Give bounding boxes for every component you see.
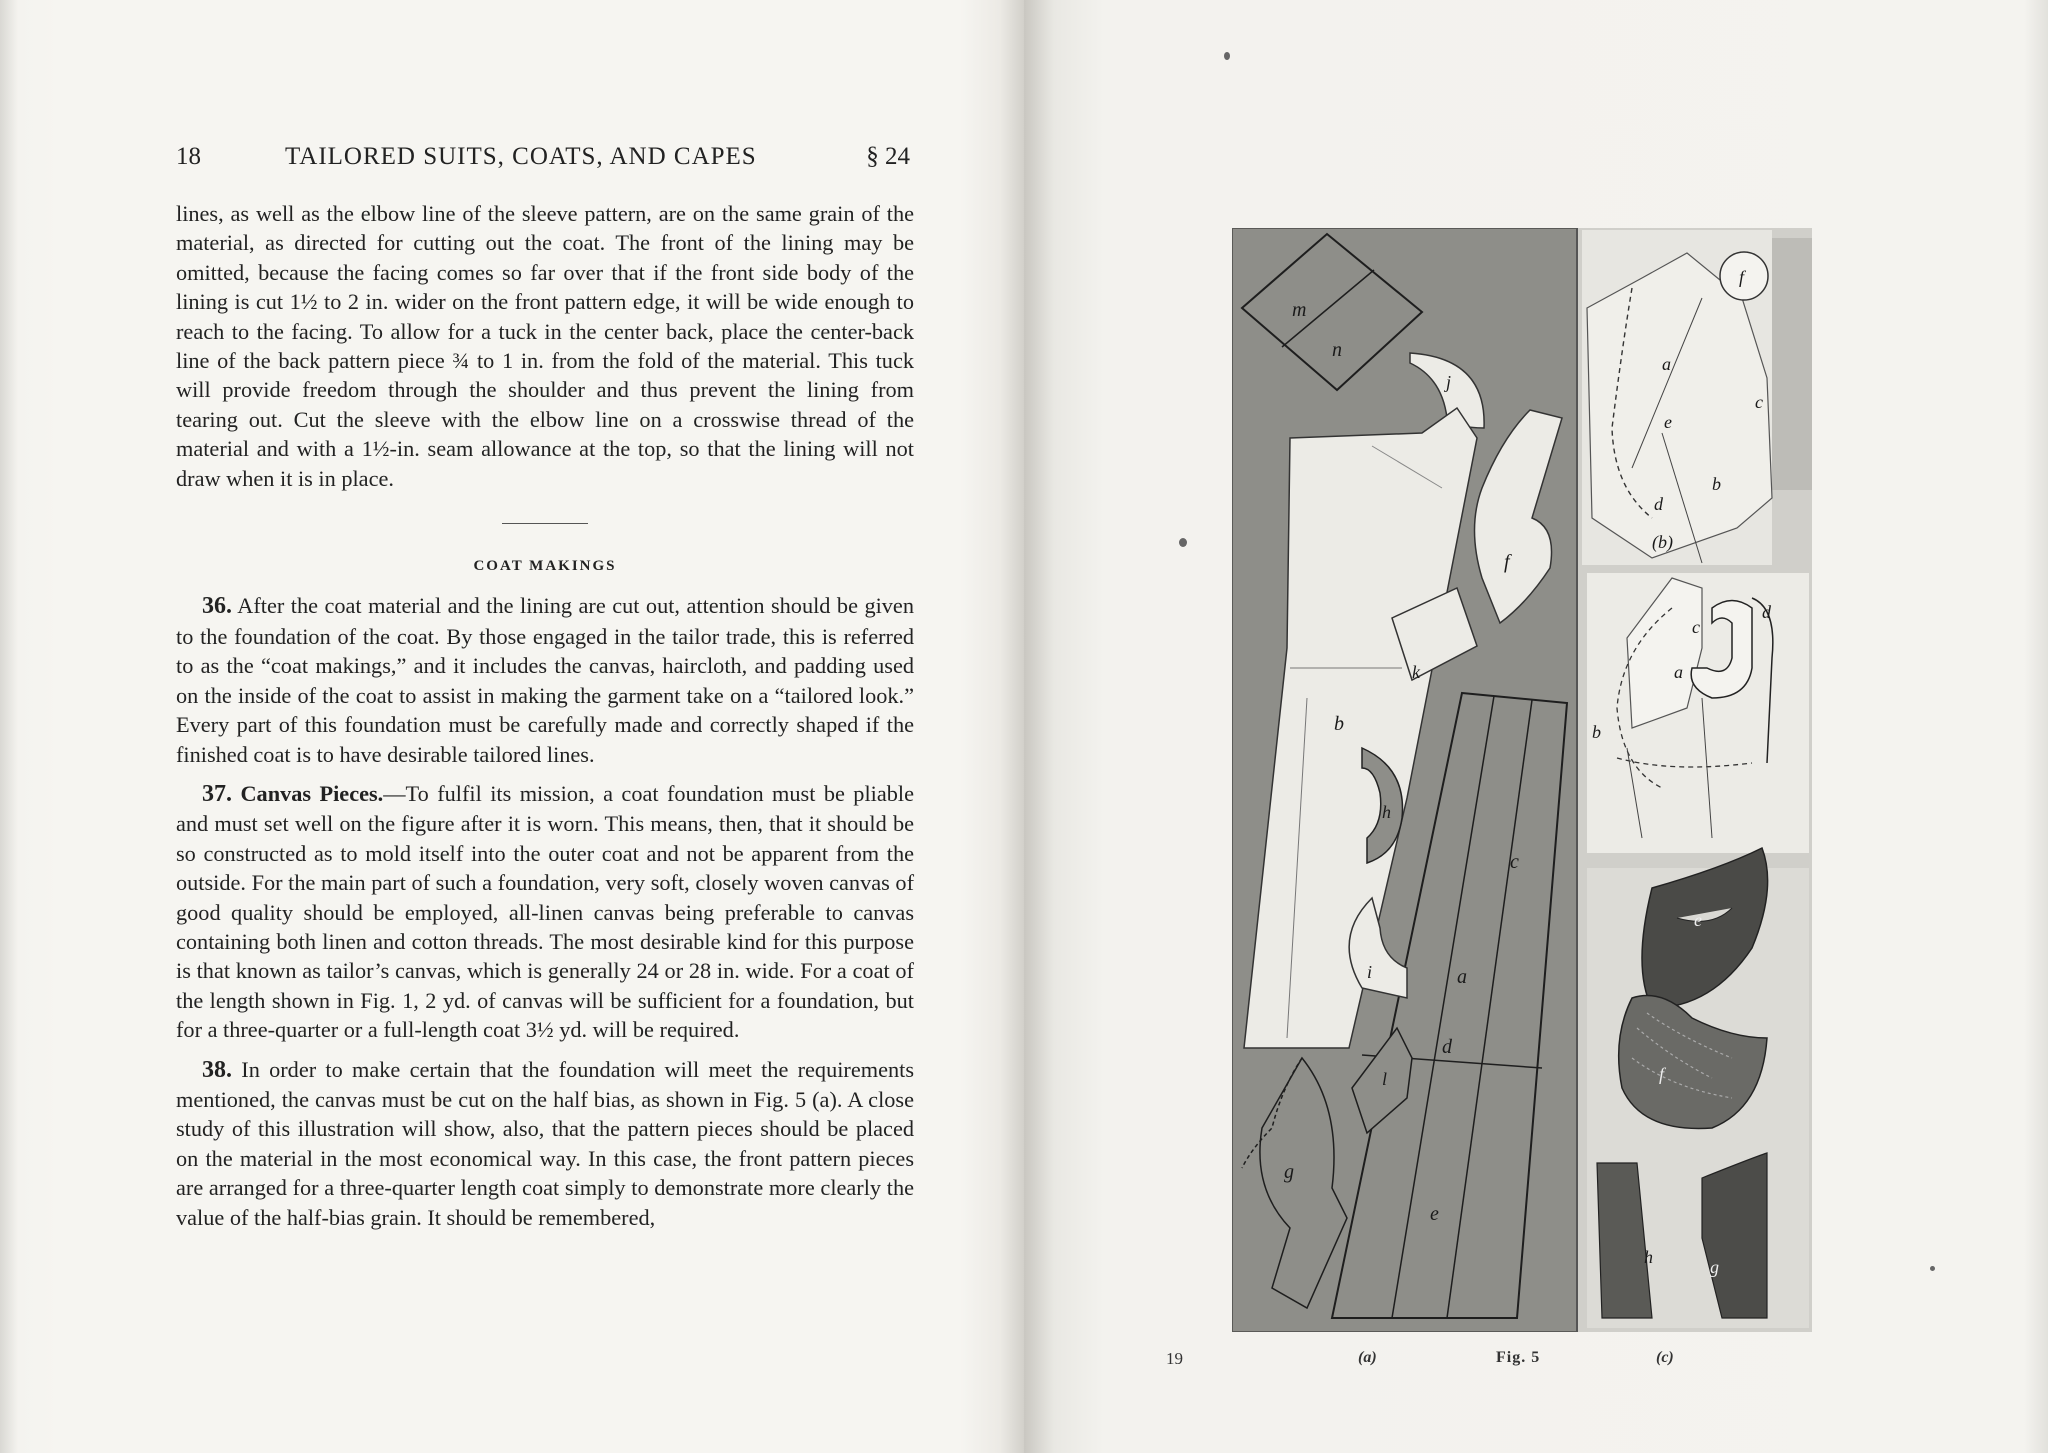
label-mid-c: c (1692, 617, 1700, 637)
panel-c (1587, 848, 1809, 1328)
label-d: d (1442, 1036, 1452, 1058)
running-header (176, 143, 910, 175)
label-b-f: f (1739, 267, 1745, 287)
paragraph-text: After the coat material and the lining are cut out, attention should be given to the foundation of the coat. By those engaged in the tailor trade, this is referred to as the “coat makings,” and it includes the canvas, haircloth, and padding used on the inside of the coat to assist in making the garment take on a “tailored look.” Every part of this foundation must be carefully made and correctly shaped if the finished coat is to have desirable tailored lines. (176, 593, 914, 767)
label-c: c (1510, 851, 1519, 873)
section-number: § 24 (866, 143, 910, 170)
section-divider (502, 523, 588, 524)
label-b-c: c (1755, 392, 1763, 412)
body-text (176, 199, 914, 1232)
page-number-19: 19 (1166, 1349, 1183, 1368)
section-heading: COAT MAKINGS (473, 558, 617, 575)
paragraph-number: 37. (202, 780, 232, 807)
label-f: f (1504, 551, 1510, 573)
caption-c: (c) (1656, 1349, 1674, 1366)
label-mid-b: b (1592, 722, 1601, 742)
label-l: l (1382, 1069, 1388, 1089)
running-head-title: TAILORED SUITS, COATS, AND CAPES (285, 143, 757, 170)
label-mid-a: a (1674, 662, 1683, 682)
caption-a: (a) (1358, 1349, 1377, 1366)
paragraph-37 (176, 779, 914, 1045)
paragraph-38 (176, 1055, 914, 1232)
panel-sleeve (1587, 573, 1809, 853)
figure-label: Fig. 5 (1496, 1349, 1541, 1366)
runin-heading: Canvas Pieces. (240, 780, 384, 806)
figure-5-plate (1232, 228, 1812, 1332)
label-k: k (1412, 662, 1420, 682)
label-b: b (1334, 713, 1344, 735)
paragraph-36 (176, 591, 914, 768)
paragraph-text: In order to make certain that the foundation will meet the requirements mentioned, the canvas must be cut on the half bias, as shown in Fig. 5 (a). A close study of this illustration will show, also, that the pattern pieces should be placed on the material in the most economical way. In this case, the front pattern pieces are arranged for a three-quarter length coat simply to demonstrate more clearly the value of the half-bias grain. It should be remembered, (176, 1056, 914, 1230)
paper-speck (1930, 1266, 1935, 1271)
label-b-d: d (1654, 494, 1663, 514)
label-b-a: a (1662, 354, 1671, 374)
paper-speck (1224, 52, 1230, 60)
paragraph-number: 36. (202, 593, 232, 620)
label-c-g: g (1710, 1257, 1719, 1277)
page-number: 18 (176, 143, 201, 170)
label-b-e: e (1664, 412, 1672, 432)
label-c-f: f (1659, 1064, 1665, 1084)
label-g: g (1284, 1161, 1294, 1183)
intro-paragraph: lines, as well as the elbow line of the sleeve pattern, are on the same grain of the material, as directed for cutting out the coat. The front of the lining may be omitted, because the facing comes so far over that if the front side body of the lining is cut 1½ to 2 in. wider on the front pattern edge, it will be wide enough to reach to the facing. To allow for a tuck in the center back, place the center-back line of the back pattern piece ¾ to 1 in. from the fold of the material. This tuck will provide freedom through the shoulder and thus prevent the lining from tearing out. Cut the sleeve with the elbow line on a crosswise thread of the material and with a 1½-in. seam allowance at the top, so that the lining will not draw when it is in place. (176, 201, 914, 491)
label-c-e: e (1694, 910, 1702, 930)
label-j: j (1446, 372, 1452, 392)
label-c-h: h (1644, 1247, 1653, 1267)
paragraph-number: 38. (202, 1056, 232, 1083)
paragraph-text: —To fulfil its mission, a coat foundation must be pliable and must set well on the figure after it is worn. This means, then, that it should be so constructed as to mold itself into the outer coat and not be apparent from the outside. For the main part of such a foundation, very soft, closely woven canvas of good quality should be employed, all-linen canvas being preferable to canvas containing both linen and cotton threads. The most desirable kind for this purpose is that known as tailor’s canvas, which is generally 24 or 28 in. wide. For a coat of the length shown in Fig. 1, 2 yd. of canvas will be sufficient for a foundation, but for a three-quarter or a full-length coat 3½ yd. will be required. (176, 780, 914, 1043)
label-e: e (1430, 1203, 1439, 1225)
label-h: h (1382, 802, 1391, 822)
paper-speck (1179, 538, 1187, 547)
label-mid-d: d (1762, 602, 1771, 622)
panel-b-caption: (b) (1652, 532, 1673, 552)
label-n: n (1332, 339, 1342, 361)
label-m: m (1292, 299, 1307, 321)
label-b-b: b (1712, 474, 1721, 494)
label-a: a (1457, 966, 1467, 988)
label-i: i (1367, 962, 1373, 982)
